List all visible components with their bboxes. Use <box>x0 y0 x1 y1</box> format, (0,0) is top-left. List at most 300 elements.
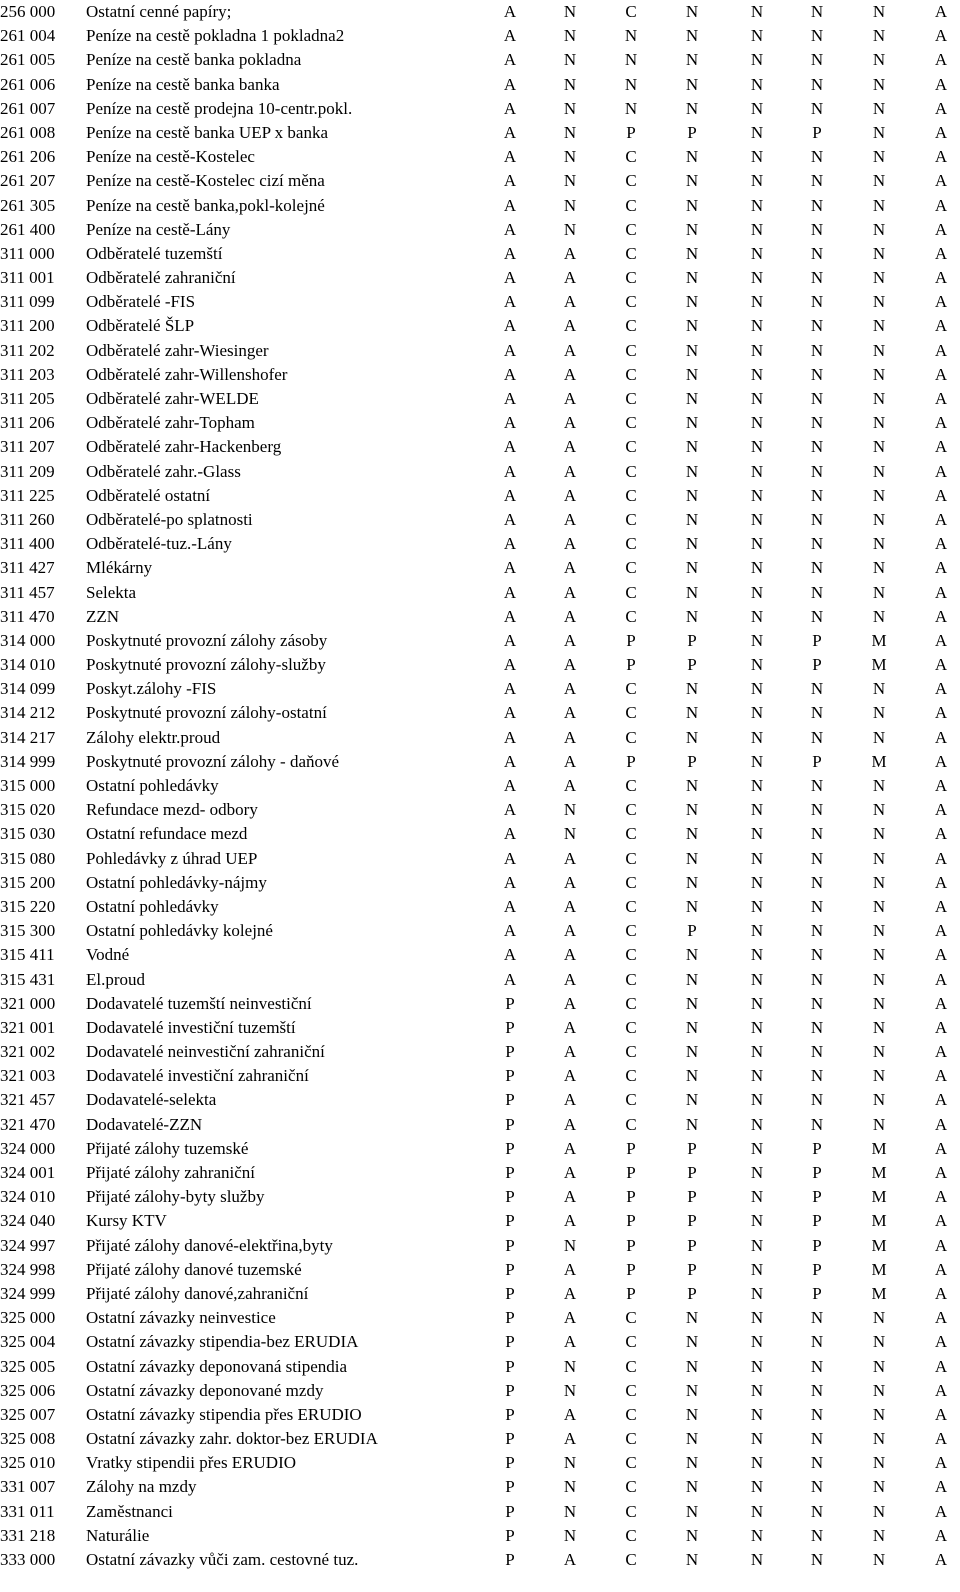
account-row <box>0 314 960 338</box>
account-row <box>0 629 960 653</box>
account-flag-5: N <box>750 1429 764 1449</box>
account-flag-4: N <box>685 896 699 916</box>
account-flag-3: P <box>626 655 636 675</box>
account-row <box>0 1548 960 1572</box>
account-name: Peníze na cestě-Kostelec cizí měna <box>86 171 325 191</box>
account-flag-8: A <box>934 1090 948 1110</box>
account-flag-3: P <box>626 1235 636 1255</box>
account-flag-4: N <box>685 1308 699 1328</box>
account-flag-1: P <box>505 1235 515 1255</box>
account-flag-3: N <box>624 26 638 46</box>
account-flag-5: N <box>750 655 764 675</box>
account-flag-6: N <box>810 945 824 965</box>
account-flag-1: A <box>503 751 517 771</box>
account-flag-2: N <box>563 1477 577 1497</box>
account-flag-7: M <box>871 1163 887 1182</box>
account-name: El.proud <box>86 969 146 989</box>
account-name: Vodné <box>86 945 130 965</box>
account-flag-7: N <box>872 1356 886 1376</box>
account-flag-4: P <box>687 1283 697 1303</box>
account-flag-3: C <box>625 945 637 965</box>
account-flag-7: N <box>872 1066 886 1086</box>
account-flag-1: P <box>505 1550 515 1569</box>
account-flag-1: A <box>503 195 517 215</box>
account-code: 311 457 <box>0 582 55 602</box>
account-row <box>0 1524 960 1548</box>
account-flag-6: N <box>810 316 824 336</box>
account-row <box>0 581 960 605</box>
account-flag-7: N <box>872 1017 886 1037</box>
account-flag-6: P <box>812 655 822 675</box>
account-flag-6: N <box>810 171 824 191</box>
account-flag-1: A <box>503 50 517 70</box>
account-flag-6: N <box>810 534 824 554</box>
account-flag-3: C <box>625 1477 637 1497</box>
account-flag-5: N <box>750 1380 764 1400</box>
account-flag-7: N <box>872 800 886 820</box>
account-flag-3: C <box>625 1356 637 1376</box>
account-flag-8: A <box>934 1356 948 1376</box>
account-flag-7: N <box>872 461 886 481</box>
account-flag-8: A <box>934 921 948 941</box>
account-flag-1: P <box>505 1138 515 1158</box>
account-flag-6: N <box>810 921 824 941</box>
account-flag-5: N <box>750 776 764 795</box>
account-row <box>0 1451 960 1475</box>
account-flag-7: M <box>871 655 887 675</box>
account-flag-5: N <box>750 1550 764 1569</box>
account-row <box>0 1427 960 1451</box>
account-name: Přijaté zálohy zahraniční <box>86 1163 255 1182</box>
account-flag-2: A <box>563 389 577 408</box>
account-flag-5: N <box>750 921 764 941</box>
account-flag-5: N <box>750 461 764 481</box>
account-flag-3: C <box>625 921 637 941</box>
account-flag-4: P <box>687 1235 697 1255</box>
account-row <box>0 1234 960 1258</box>
account-flag-4: N <box>685 679 699 699</box>
account-code: 325 008 <box>0 1429 56 1449</box>
account-flag-8: A <box>934 122 948 142</box>
account-flag-1: A <box>503 98 517 118</box>
account-flag-8: A <box>934 461 948 481</box>
account-flag-5: N <box>750 1308 764 1328</box>
account-flag-5: N <box>750 1211 764 1231</box>
account-flag-8: A <box>934 727 948 747</box>
account-flag-8: A <box>934 1138 948 1158</box>
account-flag-2: A <box>563 582 577 602</box>
account-flag-2: A <box>563 485 577 505</box>
account-code: 315 080 <box>0 848 56 868</box>
account-row <box>0 1064 960 1088</box>
account-flag-4: N <box>685 316 699 336</box>
account-row <box>0 242 960 266</box>
account-flag-4: N <box>685 413 699 433</box>
account-flag-6: N <box>810 1380 824 1400</box>
account-flag-2: N <box>563 2 577 21</box>
account-flag-4: N <box>685 824 699 844</box>
account-row <box>0 121 960 145</box>
account-flag-7: N <box>872 340 886 360</box>
account-flag-8: A <box>934 945 948 965</box>
account-flag-4: N <box>685 364 699 384</box>
account-row <box>0 194 960 218</box>
account-flag-1: A <box>503 485 517 505</box>
account-flag-1: P <box>505 1211 515 1231</box>
account-flag-2: A <box>563 558 577 578</box>
account-flag-3: C <box>625 147 637 167</box>
account-flag-1: A <box>503 848 517 868</box>
account-flag-8: A <box>934 364 948 384</box>
account-row <box>0 363 960 387</box>
account-flag-2: A <box>563 606 577 626</box>
account-flag-6: N <box>810 824 824 844</box>
account-flag-2: N <box>563 50 577 70</box>
account-flag-4: N <box>685 703 699 723</box>
account-flag-1: A <box>503 74 517 94</box>
account-row <box>0 1016 960 1040</box>
account-flag-1: A <box>503 437 517 457</box>
account-flag-4: P <box>687 1259 697 1279</box>
account-flag-4: N <box>685 1356 699 1376</box>
account-flag-8: A <box>934 413 948 433</box>
account-name: Zaměstnanci <box>86 1501 173 1521</box>
account-flag-4: N <box>685 1066 699 1086</box>
account-flag-6: N <box>810 243 824 263</box>
account-flag-1: P <box>505 1066 515 1086</box>
account-flag-8: A <box>934 1187 948 1207</box>
account-flag-6: N <box>810 364 824 384</box>
account-name: Refundace mezd- odbory <box>86 800 258 820</box>
account-name: Poskytnuté provozní zálohy-služby <box>86 655 326 675</box>
account-flag-7: N <box>872 1525 886 1545</box>
account-row <box>0 1137 960 1161</box>
account-flag-2: A <box>563 534 577 554</box>
account-code: 314 999 <box>0 751 56 771</box>
account-flag-7: M <box>871 1259 887 1279</box>
account-flag-5: N <box>750 1356 764 1376</box>
account-flag-7: N <box>872 219 886 239</box>
account-code: 311 427 <box>0 558 55 578</box>
account-flag-1: P <box>505 1380 515 1400</box>
account-flag-1: A <box>503 824 517 844</box>
account-flag-7: N <box>872 98 886 118</box>
account-flag-2: A <box>563 921 577 941</box>
account-row <box>0 145 960 169</box>
account-code: 315 411 <box>0 945 55 965</box>
account-flag-4: N <box>685 243 699 263</box>
account-name: Odběratelé zahr-Hackenberg <box>86 437 282 457</box>
account-name: Přijaté zálohy danové tuzemské <box>86 1259 302 1279</box>
account-flag-5: N <box>750 364 764 384</box>
account-flag-2: A <box>563 316 577 336</box>
account-flag-1: P <box>505 1187 515 1207</box>
account-flag-7: N <box>872 824 886 844</box>
account-flag-4: N <box>685 461 699 481</box>
account-row <box>0 943 960 967</box>
account-flag-1: P <box>505 1259 515 1279</box>
account-flag-1: P <box>505 1308 515 1328</box>
account-flag-4: N <box>685 872 699 892</box>
account-flag-3: N <box>624 74 638 94</box>
account-flag-1: P <box>505 1283 515 1303</box>
account-flag-5: N <box>750 1477 764 1497</box>
account-flag-5: N <box>750 292 764 312</box>
account-flag-7: M <box>871 1211 887 1231</box>
account-flag-4: N <box>685 1380 699 1400</box>
account-flag-4: N <box>685 219 699 239</box>
account-flag-2: A <box>563 1017 577 1037</box>
account-flag-4: N <box>685 268 699 288</box>
account-flag-1: A <box>503 945 517 965</box>
account-flag-7: N <box>872 50 886 70</box>
account-flag-6: N <box>810 1477 824 1497</box>
account-code: 311 205 <box>0 389 55 408</box>
account-flag-2: A <box>563 1211 577 1231</box>
account-flag-8: A <box>934 147 948 167</box>
account-flag-5: N <box>750 219 764 239</box>
account-flag-8: A <box>934 1501 948 1521</box>
account-flag-8: A <box>934 1163 948 1182</box>
account-row <box>0 653 960 677</box>
account-flag-7: N <box>872 171 886 191</box>
account-flag-7: N <box>872 2 886 21</box>
account-flag-7: N <box>872 776 886 795</box>
account-code: 261 400 <box>0 219 56 239</box>
account-flag-8: A <box>934 509 948 529</box>
account-code: 321 001 <box>0 1017 56 1037</box>
account-flag-3: C <box>625 1308 637 1328</box>
account-flag-7: N <box>872 582 886 602</box>
account-flag-3: P <box>626 1259 636 1279</box>
account-row <box>0 726 960 750</box>
account-flag-5: N <box>750 98 764 118</box>
account-flag-4: N <box>685 1477 699 1497</box>
account-row <box>0 1161 960 1185</box>
account-row <box>0 532 960 556</box>
account-flag-1: A <box>503 219 517 239</box>
account-flag-3: C <box>625 776 637 795</box>
account-flag-2: A <box>563 1090 577 1110</box>
account-flag-1: P <box>505 1429 515 1449</box>
account-flag-3: C <box>625 292 637 312</box>
account-flag-4: N <box>685 74 699 94</box>
account-flag-3: C <box>625 364 637 384</box>
account-code: 315 030 <box>0 824 56 844</box>
account-flag-3: C <box>625 461 637 481</box>
account-flag-8: A <box>934 1429 948 1449</box>
account-name: Odběratelé-tuz.-Lány <box>86 534 232 554</box>
account-flag-3: C <box>625 1380 637 1400</box>
account-row <box>0 1040 960 1064</box>
account-flag-7: M <box>871 630 887 650</box>
account-code: 321 000 <box>0 993 56 1013</box>
account-code: 311 200 <box>0 316 55 336</box>
account-flag-8: A <box>934 751 948 771</box>
account-flag-6: N <box>810 195 824 215</box>
account-row <box>0 266 960 290</box>
account-code: 314 099 <box>0 679 56 699</box>
account-flag-6: N <box>810 1404 824 1424</box>
account-flag-3: C <box>625 1429 637 1449</box>
account-name: Ostatní závazky deponované mzdy <box>86 1380 324 1400</box>
account-name: Kursy KTV <box>86 1211 167 1231</box>
account-name: Peníze na cestě banka UEP x banka <box>86 122 329 142</box>
account-flag-3: P <box>626 1138 636 1158</box>
account-flag-5: N <box>750 122 764 142</box>
account-row <box>0 1185 960 1209</box>
account-flag-7: M <box>871 1138 887 1158</box>
account-name: Přijaté zálohy tuzemské <box>86 1138 249 1158</box>
account-flag-4: N <box>685 1332 699 1352</box>
account-flag-1: P <box>505 993 515 1013</box>
account-flag-8: A <box>934 316 948 336</box>
account-row <box>0 1113 960 1137</box>
account-flag-5: N <box>750 1404 764 1424</box>
account-row <box>0 1475 960 1499</box>
account-flag-3: C <box>625 848 637 868</box>
account-flag-8: A <box>934 1259 948 1279</box>
account-code: 333 000 <box>0 1550 56 1569</box>
account-flag-1: A <box>503 630 517 650</box>
account-flag-3: P <box>626 1163 636 1182</box>
account-flag-8: A <box>934 485 948 505</box>
account-flag-4: N <box>685 292 699 312</box>
account-flag-1: P <box>505 1356 515 1376</box>
account-flag-8: A <box>934 582 948 602</box>
account-flag-2: A <box>563 1187 577 1207</box>
account-code: 324 999 <box>0 1283 56 1303</box>
account-flag-1: A <box>503 364 517 384</box>
account-flag-4: P <box>687 1138 697 1158</box>
account-flag-6: P <box>812 1259 822 1279</box>
account-flag-3: C <box>625 896 637 916</box>
account-flag-7: N <box>872 147 886 167</box>
account-name: Dodavatelé investiční tuzemští <box>86 1017 296 1037</box>
account-flag-7: N <box>872 993 886 1013</box>
account-flag-7: N <box>872 727 886 747</box>
account-flag-1: P <box>505 1453 515 1473</box>
account-flag-3: C <box>625 872 637 892</box>
account-name: Zálohy na mzdy <box>86 1477 197 1497</box>
account-code: 261 206 <box>0 147 56 167</box>
account-flag-7: N <box>872 1090 886 1110</box>
account-flag-6: N <box>810 1501 824 1521</box>
account-flag-6: N <box>810 2 824 21</box>
account-flag-7: N <box>872 1404 886 1424</box>
account-flag-3: N <box>624 50 638 70</box>
account-flag-5: N <box>750 2 764 21</box>
account-flag-1: A <box>503 969 517 989</box>
account-name: Vratky stipendii přes ERUDIO <box>86 1453 297 1473</box>
account-flag-4: N <box>685 558 699 578</box>
account-flag-6: P <box>812 630 822 650</box>
account-flag-7: N <box>872 413 886 433</box>
account-flag-7: N <box>872 1429 886 1449</box>
account-flag-6: N <box>810 509 824 529</box>
account-flag-2: N <box>563 219 577 239</box>
account-flag-3: P <box>626 1211 636 1231</box>
account-flag-2: A <box>563 703 577 723</box>
account-flag-5: N <box>750 848 764 868</box>
account-row <box>0 605 960 629</box>
account-flag-5: N <box>750 582 764 602</box>
account-flag-4: P <box>687 751 697 771</box>
account-code: 325 004 <box>0 1332 56 1352</box>
account-flag-3: C <box>625 195 637 215</box>
account-flag-4: N <box>685 98 699 118</box>
account-flag-3: C <box>625 1017 637 1037</box>
account-flag-3: C <box>625 2 637 21</box>
account-flag-4: N <box>685 848 699 868</box>
account-flag-5: N <box>750 243 764 263</box>
account-name: Odběratelé zahr-Wiesinger <box>86 340 269 360</box>
account-flag-2: A <box>563 848 577 868</box>
account-flag-8: A <box>934 389 948 408</box>
account-flag-1: A <box>503 26 517 46</box>
account-code: 261 007 <box>0 98 56 118</box>
account-flag-3: P <box>626 1187 636 1207</box>
account-code: 314 000 <box>0 630 56 650</box>
account-flag-2: A <box>563 1550 577 1569</box>
account-flag-1: A <box>503 679 517 699</box>
account-name: Poskytnuté provozní zálohy - daňové <box>86 751 340 771</box>
account-flag-5: N <box>750 195 764 215</box>
account-flag-8: A <box>934 1380 948 1400</box>
account-row <box>0 968 960 992</box>
account-flag-3: C <box>625 1114 637 1134</box>
account-flag-2: A <box>563 1042 577 1062</box>
account-flag-4: P <box>687 1187 697 1207</box>
account-flag-3: C <box>625 727 637 747</box>
account-flag-4: P <box>687 655 697 675</box>
account-code: 311 001 <box>0 268 55 288</box>
account-flag-7: N <box>872 1042 886 1062</box>
account-flag-8: A <box>934 1211 948 1231</box>
account-flag-5: N <box>750 1114 764 1134</box>
account-row <box>0 847 960 871</box>
account-flag-4: N <box>685 1404 699 1424</box>
account-flag-3: C <box>625 1404 637 1424</box>
account-flag-6: N <box>810 485 824 505</box>
account-flag-6: N <box>810 98 824 118</box>
account-flag-6: N <box>810 1550 824 1569</box>
account-code: 315 000 <box>0 776 56 795</box>
account-flag-6: N <box>810 776 824 795</box>
account-flag-7: N <box>872 1453 886 1473</box>
account-flag-2: A <box>563 1332 577 1352</box>
account-row <box>0 871 960 895</box>
account-flag-7: M <box>871 1187 887 1207</box>
account-flag-8: A <box>934 74 948 94</box>
account-flag-8: A <box>934 1332 948 1352</box>
account-flag-8: A <box>934 824 948 844</box>
account-flag-2: A <box>563 1138 577 1158</box>
account-flag-8: A <box>934 1283 948 1303</box>
account-flag-3: C <box>625 824 637 844</box>
account-flag-3: C <box>625 219 637 239</box>
account-flag-1: A <box>503 2 517 21</box>
account-code: 311 099 <box>0 292 55 312</box>
account-flag-5: N <box>750 1187 764 1207</box>
account-row <box>0 339 960 363</box>
account-name: Přijaté zálohy-byty služby <box>86 1187 265 1207</box>
account-flag-5: N <box>750 824 764 844</box>
account-code: 325 000 <box>0 1308 56 1328</box>
account-row <box>0 1330 960 1354</box>
account-code: 311 225 <box>0 485 55 505</box>
account-flag-2: A <box>563 727 577 747</box>
